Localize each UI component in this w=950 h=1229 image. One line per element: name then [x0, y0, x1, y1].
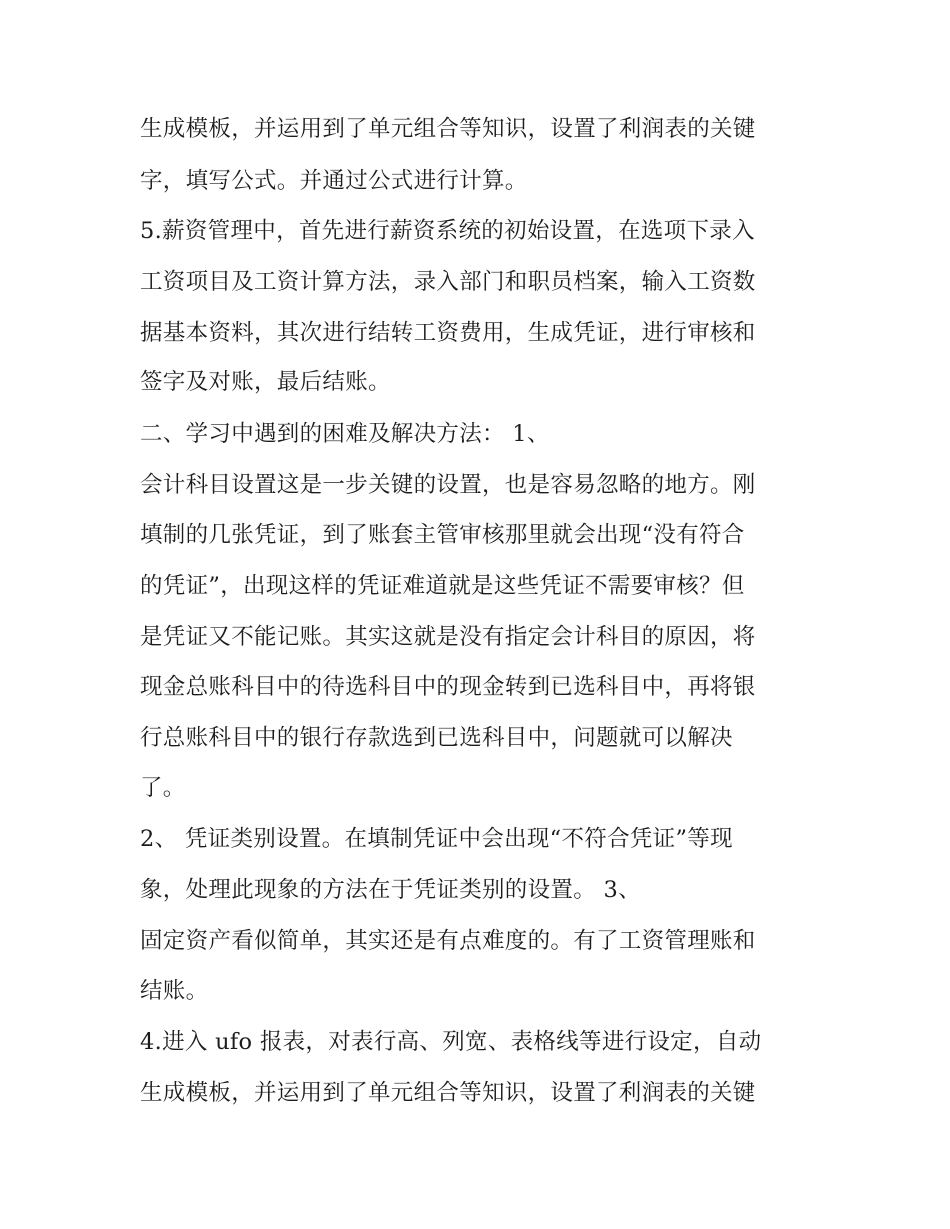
text-line: 4.进入 ufo 报表，对表行高、列宽、表格线等进行设定，自动: [140, 1029, 762, 1055]
text-line: 2、 凭证类别设置。在填制凭证中会出现“不符合凭证”等现: [140, 826, 733, 852]
text-line: 据基本资料，其次进行结转工资费用，生成凭证，进行审核和: [140, 320, 756, 346]
text-line: 5.薪资管理中，首先进行薪资系统的初始设置，在选项下录入: [140, 218, 755, 244]
text-line: 生成模板，并运用到了单元组合等知识，设置了利润表的关键: [140, 1080, 756, 1106]
section-heading: 二、学习中遇到的困难及解决方法： 1、: [140, 421, 550, 447]
text-line: 象，处理此现象的方法在于凭证类别的设置。 3、: [140, 877, 641, 903]
text-line: 字，填写公式。并通过公式进行计算。: [140, 168, 528, 194]
text-line: 行总账科目中的银行存款选到已选科目中，问题就可以解决: [140, 725, 733, 751]
text-line: 结账。: [140, 978, 209, 1004]
text-line: 是凭证又不能记账。其实这就是没有指定会计科目的原因，将: [140, 624, 756, 650]
text-line: 填制的几张凭证，到了账套主管审核那里就会出现“没有符合: [140, 522, 745, 548]
text-line: 生成模板，并运用到了单元组合等知识，设置了利润表的关键: [140, 116, 756, 142]
text-line: 固定资产看似简单，其实还是有点难度的。有了工资管理账和: [140, 928, 756, 954]
text-line: 的凭证”，出现这样的凭证难道就是这些凭证不需要审核？但: [140, 573, 745, 599]
text-line: 了。: [140, 775, 186, 801]
text-line: 现金总账科目中的待选科目中的现金转到已选科目中，再将银: [140, 674, 756, 700]
text-line: 工资项目及工资计算方法，录入部门和职员档案，输入工资数: [140, 269, 756, 295]
text-line: 会计科目设置这是一步关键的设置，也是容易忽略的地方。刚: [140, 472, 756, 498]
text-line: 签字及对账，最后结账。: [140, 369, 391, 395]
